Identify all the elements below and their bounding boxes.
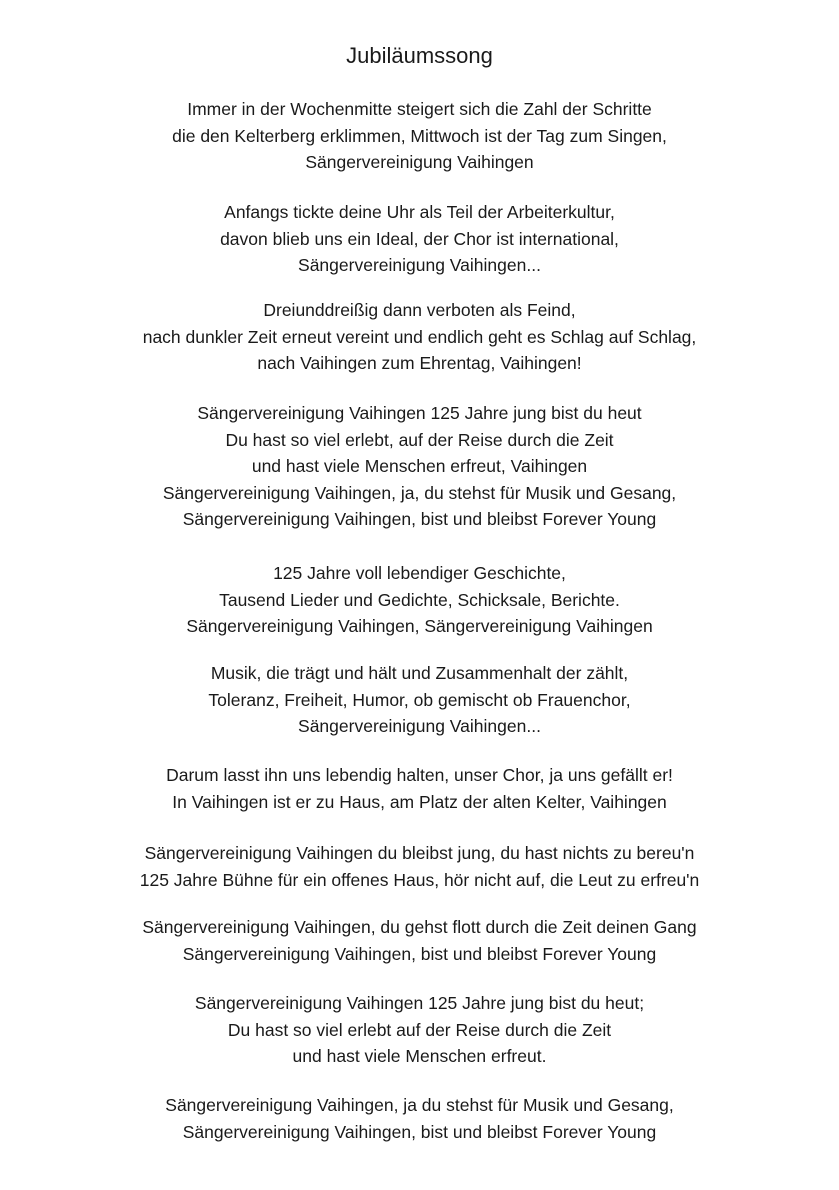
- stanza-line: Toleranz, Freiheit, Humor, ob gemischt ob Frauenchor,: [208, 689, 631, 710]
- stanza-line: Sängervereinigung Vaihingen...: [298, 255, 541, 275]
- stanza-line: Sängervereinigung Vaihingen, du gehst flott durch die Zeit deinen Gang: [142, 917, 697, 937]
- stanza-line: Sängervereinigung Vaihingen du bleibst jung, du hast nichts zu bereu'n: [144, 843, 695, 863]
- stanza-line: davon blieb uns ein Ideal, der Chor ist international,: [220, 228, 619, 249]
- stanza-line: Du hast so viel erlebt auf der Reise durch die Zeit: [227, 1019, 612, 1040]
- stanza-10: [0, 990, 839, 1070]
- stanza-4: [0, 400, 839, 533]
- stanza-line: nach Vaihingen zum Ehrentag, Vaihingen!: [257, 353, 582, 373]
- stanza-line: Musik, die trägt und hält und Zusammenhalt der zählt,: [210, 663, 629, 683]
- stanza-line: und hast viele Menschen erfreut, Vaihingen: [251, 456, 588, 476]
- stanza-line: Du hast so viel erlebt, auf der Reise durch die Zeit: [225, 429, 614, 450]
- stanza-3: [0, 297, 839, 377]
- stanza-2: [0, 199, 839, 279]
- stanza-line: nach dunkler Zeit erneut vereint und endlich geht es Schlag auf Schlag,: [142, 326, 697, 347]
- stanza-line: Sängervereinigung Vaihingen, ja, du stehst für Musik und Gesang,: [162, 482, 677, 503]
- stanza-7: [0, 762, 839, 815]
- stanza-line: Sängervereinigung Vaihingen, ja du stehst für Musik und Gesang,: [165, 1095, 674, 1115]
- stanza-line: Dreiunddreißig dann verboten als Feind,: [263, 300, 576, 320]
- stanza-line: Sängervereinigung Vaihingen: [305, 152, 534, 172]
- stanza-line: Sängervereinigung Vaihingen...: [298, 716, 541, 736]
- stanza-line: Sängervereinigung Vaihingen, bist und bleibst Forever Young: [182, 1121, 657, 1142]
- stanza-line: Darum lasst ihn uns lebendig halten, unser Chor, ja uns gefällt er!: [166, 765, 673, 785]
- stanza-line: Sängervereinigung Vaihingen 125 Jahre jung bist du heut: [197, 403, 642, 423]
- stanza-5: [0, 560, 839, 640]
- stanza-line: Sängervereinigung Vaihingen 125 Jahre jung bist du heut;: [194, 993, 645, 1013]
- stanza-line: Sängervereinigung Vaihingen, Sängervereinigung Vaihingen: [186, 616, 653, 636]
- stanza-line: Immer in der Wochenmitte steigert sich die Zahl der Schritte: [187, 99, 652, 119]
- stanza-line: 125 Jahre voll lebendiger Geschichte,: [273, 563, 566, 583]
- stanza-1: [0, 96, 839, 176]
- stanza-11: [0, 1092, 839, 1145]
- stanza-line: die den Kelterberg erklimmen, Mittwoch ist der Tag zum Singen,: [172, 125, 667, 146]
- stanza-line: Tausend Lieder und Gedichte, Schicksale, Berichte.: [219, 589, 620, 610]
- stanza-9: [0, 914, 839, 967]
- stanza-line: Sängervereinigung Vaihingen, bist und bleibst Forever Young: [182, 943, 657, 964]
- stanza-line: 125 Jahre Bühne für ein offenes Haus, hör nicht auf, die Leut zu erfreu'n: [139, 869, 700, 890]
- stanza-line: Sängervereinigung Vaihingen, bist und bleibst Forever Young: [182, 509, 657, 529]
- stanza-line: Anfangs tickte deine Uhr als Teil der Arbeiterkultur,: [224, 202, 615, 222]
- stanza-line: und hast viele Menschen erfreut.: [292, 1046, 547, 1066]
- stanza-8: [0, 840, 839, 893]
- stanza-6: [0, 660, 839, 740]
- stanza-line: In Vaihingen ist er zu Haus, am Platz der alten Kelter, Vaihingen: [172, 791, 667, 812]
- song-title: Jubiläumssong: [346, 43, 493, 68]
